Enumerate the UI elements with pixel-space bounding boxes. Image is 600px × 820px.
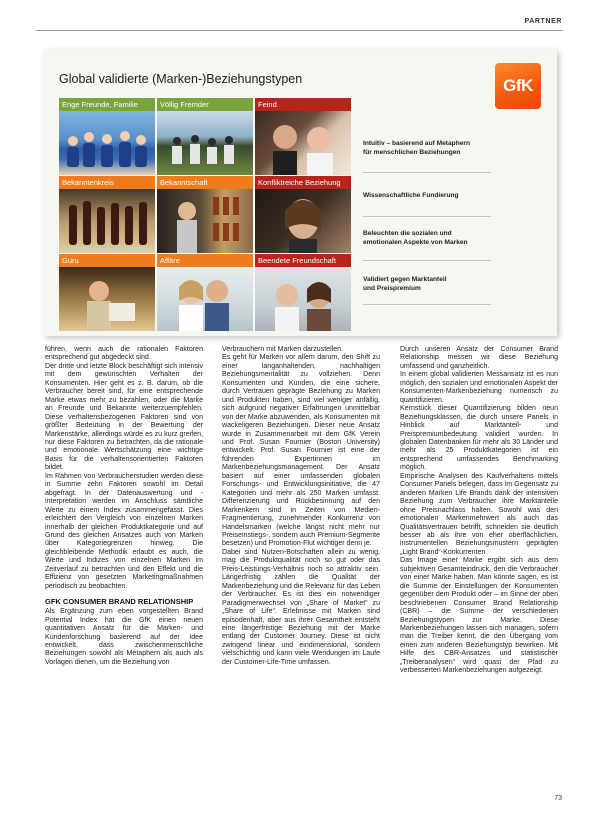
header-rule <box>36 30 563 31</box>
callout-divider <box>363 216 491 217</box>
callout-divider <box>363 304 491 305</box>
paragraph: Kernstück dieser Quantifizierung bilden neun Beziehungsklassen, die durch unsere Panels in Hinblick auf Marktanteil- und Preispremiumbedeutung validiert wurden. In globalen Datenbanken für mehr als 30 Länder und mehr als 25 Produktkategorien ist ein entsprechend umfassendes Benchmarking möglich. <box>400 405 558 472</box>
tile-conflicted-relationship <box>255 176 351 253</box>
tile-label: Konfliktreiche Beziehung <box>255 176 351 189</box>
gfk-logo <box>495 63 541 109</box>
tile-ended-friendship <box>255 254 351 331</box>
photo-woman-thinking <box>255 189 351 253</box>
column-2 <box>222 346 380 667</box>
callout-line-2: und Preispremium <box>363 284 421 292</box>
tile-label: Guru <box>59 254 155 267</box>
callout-scientific <box>363 192 539 201</box>
photo-crowd <box>157 111 253 175</box>
callout-divider <box>363 260 491 261</box>
photo-family-group <box>59 111 155 175</box>
photo-sad-couple <box>255 267 351 331</box>
paragraph: Durch unseren Ansatz der Consumer Brand Relationship messen wir diese Beziehung umfassend und ganzheitlich. <box>400 346 558 370</box>
section-heading: GFK CONSUMER BRAND RELATIONSHIP <box>45 597 194 607</box>
tile-close-friends <box>59 98 155 175</box>
tile-label: Bekanntenkreis <box>59 176 155 189</box>
callout-line-1: Beleuchten die sozialen und <box>363 230 452 237</box>
photo-reading-child <box>59 267 155 331</box>
photo-wine-bottles <box>59 189 155 253</box>
tile-circle-of-acquaintances <box>59 176 155 253</box>
tile-label: Enge Freunde, Familie <box>59 98 155 111</box>
relationship-grid <box>59 98 352 330</box>
tile-label: Affäre <box>157 254 253 267</box>
tile-acquaintance <box>157 176 253 253</box>
callout-line-1: Wissenschaftliche Fundierung <box>363 192 459 199</box>
paragraph: Es geht für Marken vor allem darum, den Shift zu einer langanhaltenden, nachhaltigen Beziehungsmentalität zu vollziehen. Denn Konsumenten und Kunden, die eine sichere, durch Vertrauen geprägte Beziehung zu Marken und Produkten haben, sind viel weniger anfällig, sich aufgrund negativer Erfahrungen unmittelbar von der Marke abzuwenden, als Konsumenten mit wackeligeren Beziehungen. Dieser neue Ansatz wurde in Zusammenarbeit mit dem GfK Verein und Prof. Susan Fournier (Boston University) entwickelt. Prof. Susan Fournier ist eine der führenden Expertinnen im Markenbeziehungsmanagement. Der Ansatz basiert auf einer umfassenden globalen Forschungs- und Entwicklungsinitiative, die 47 Kategorien und mehr als 250 Marken umfasst. Differenzierung und Rückbesinnung auf den Markenkern sind in Zeiten von Medien-Fragmentierung, zunehmender Konkurrenz von Handelsmarken (welche längst nicht mehr nur Preiseinstiegs-, sondern auch Premium-Segmente besetzen) und Promotion-Flut wichtiger denn je. <box>222 354 380 548</box>
callout-line-2: emotionalen Aspekte von Marken <box>363 238 468 246</box>
panel-title: Global validierte (Marken-)Beziehungstypen <box>59 72 303 86</box>
photo-couple-laughing <box>157 267 253 331</box>
tile-label: Bekanntschaft <box>157 176 253 189</box>
tile-stranger <box>157 98 253 175</box>
callout-social-emotional <box>363 230 539 247</box>
callout-line-1: Intuitiv – basierend auf Metaphern <box>363 140 470 147</box>
column-3 <box>400 346 558 676</box>
relationship-types-panel <box>44 50 557 336</box>
page-number: 73 <box>554 795 562 802</box>
column-1 <box>45 346 203 667</box>
tile-label: Feind <box>255 98 351 111</box>
section-label: PARTNER <box>524 18 562 25</box>
paragraph: In einem global validierten Messansatz ist es nun möglich, den sozialen und emotionalen Aspekt der Konsumenten-Markenbeziehung numerisch zu quantifizieren. <box>400 371 558 404</box>
paragraph: Empirische Analysen des Kaufverhaltens mittels Consumer Panels belegen, dass im Gegensatz zu anderen Marken Life Brands dank der intensiven Beziehung zum Verbraucher ihre Marktanteile ohne Preisnachlass halten. Sowohl was den emotionalen Markenmehrwert als auch das Qualitätsvertrauen betrifft, schneiden sie deutlich besser ab als ihre von eher oberflächlichen, instrumentellen Beziehungsmustern geprägten „Light Brand“-Konkurrenten. <box>400 472 558 556</box>
gfk-logo-text: GfK <box>503 76 533 95</box>
paragraph: Im Rahmen von Verbraucherstudien werden diese in Summe zehn Faktoren sowohl im Detail abgefragt. In der Datenauswertung und -interpretation werden im Anschluss sämtliche Werte zu einem Index zusammengefasst. Dies erleichtert den Vergleich von einzelnen Marken innerhalb der gleichen Produktkategorie und auf Grund des gleichen Ansatzes auch von Marken über Kategoriegrenzen hinweg. Die gleichbleibende Methodik erlaubt es auch, die Werte und Indizes von einzelnen Marken im Zeitverlauf zu betrachten und den Effekt und die Effizienz von gesetzten Marketingmaßnahmen periodisch zu beobachten. <box>45 472 203 590</box>
tile-affair <box>157 254 253 331</box>
paragraph: führen, wenn auch die rationalen Faktoren entsprechend gut abgedeckt sind. <box>45 346 203 362</box>
callout-line-1: Validiert gegen Marktanteil <box>363 276 447 283</box>
tile-guru <box>59 254 155 331</box>
callout-intuitive <box>363 140 539 157</box>
photo-arguing-couple <box>255 111 351 175</box>
paragraph: Dabei sind Nutzen-Botschaften allein zu wenig, mag die Produktqualität noch so gut oder das Preis-Leistungs-Verhältnis noch so attraktiv sein. Längerfristig zählen die Qualität der Markenbeziehung und die Relevanz für das Leben der Verbraucher. Es ist dies ein notwendiger Paradigmenwechsel von „Share of Market“ zu „Share of Life“. Erlebnisse mit Marken sind episodenhaft, aber aus ihrer Gesamtheit entsteht eine längerfristige Beziehung mit der Marke entlang der Customer Journey. Diese ist nicht zwingend linear und eindimensional, sondern vielschichtig und kann viele Wendungen im Laufe der Customer-Life-Time umfassen. <box>222 548 380 666</box>
paragraph: Der dritte und letzte Block beschäftigt sich intensiv mit dem gewünschten Verhalten der Konsumenten. Hier geht es z. B. darum, ob die Verbraucher bereit sind, für eine entsprechende Marke etwas mehr zu bezahlen, oder die Marke an Freunde und Bekannte weiterzuempfehlen. Diese verhaltensbezogenen Faktoren sind von größter Bedeutung in der Bewertung der Markenstärke, allerdings würde es zu kurz greifen, nur diese Faktoren zu betrachten, da die rationale und emotionale Wertschätzung eine wichtige Basis für die verhaltensorientierten Faktoren bildet. <box>45 362 203 472</box>
paragraph: Als Ergänzung zum eben vorgestellten Brand Potential Index hat die GfK einen neuen quantitativen Ansatz für die Marken- und Kundenforschung basierend auf der Idee entwickelt, dass zwischenmenschliche Beziehungen sowohl als Metaphern als auch als Vorlagen dienen, um die Beziehung von <box>45 608 203 666</box>
paragraph: Das Image einer Marke ergibt sich aus dem subjektiven Gesamteindruck, den die Verbraucher von einer Marke haben. Man könnte sagen, es ist die Summe der Einstellungen der Konsumenten gegenüber dem Produkt oder – im Sinne der oben beschriebenen Consumer Brand Relationship (CBR) – die Summe der verschiedenen Beziehungstypen zur Marke. Diese Markenbeziehungen lassen sich managen, sofern man die Treiber kennt, die den Übergang vom einen zum anderen Beziehungstyp bewirken. Mit Hilfe des CBR-Ansatzes und statistischer „Treiberanalysen“ wird quasi der Pfad zu verbesserten Markenbeziehungen aufgezeigt. <box>400 557 558 675</box>
callout-line-2: für menschlichen Beziehungen <box>363 148 461 156</box>
photo-shelf-shopper <box>157 189 253 253</box>
callout-divider <box>363 172 491 173</box>
tile-label: Völlig Fremder <box>157 98 253 111</box>
paragraph: Verbrauchern mit Marken darzustellen. <box>222 346 344 353</box>
tile-enemy <box>255 98 351 175</box>
tile-label: Beendete Freundschaft <box>255 254 351 267</box>
callout-validated <box>363 276 539 293</box>
